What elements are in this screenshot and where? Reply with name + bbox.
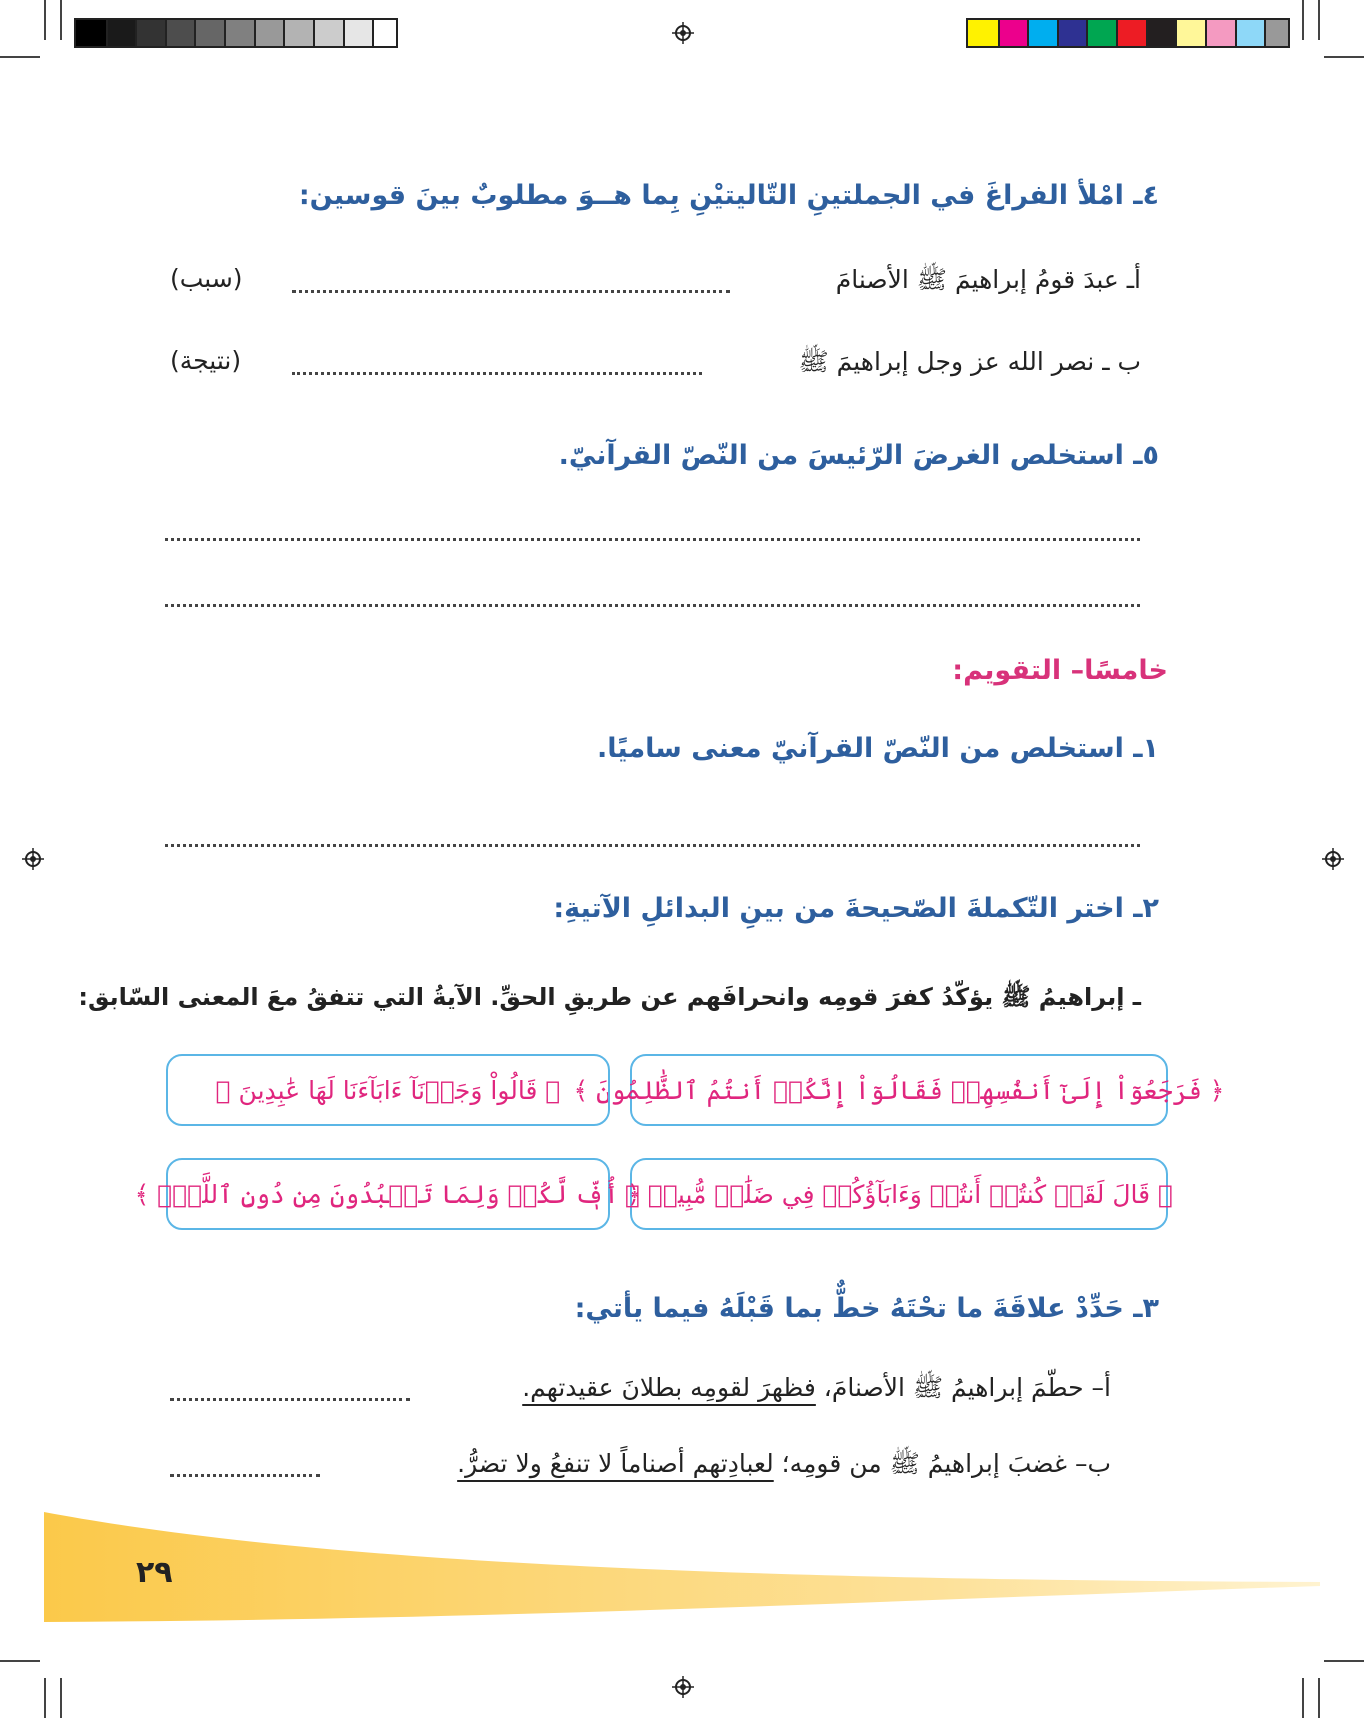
- q3-item-b-answer[interactable]: [170, 1474, 320, 1477]
- q3-item-b: [457, 1448, 1111, 1485]
- color-bar: [966, 18, 1290, 48]
- registration-mark-icon: [672, 22, 694, 44]
- section5-question-1: ١ـ استخلص من النّصّ القرآنيّ معنى ساميًا.: [597, 733, 1159, 764]
- grayscale-bar: [74, 18, 398, 48]
- q3-item-b-underlined: لعبادِتهم أصناماً لا تنفعُ ولا تضرُّ.: [457, 1449, 774, 1478]
- q5-answer-line-2[interactable]: [165, 604, 1140, 607]
- q4-item-a-hint: (سبب): [170, 264, 243, 293]
- registration-mark-icon: [22, 848, 44, 870]
- q4-item-b-blank[interactable]: [292, 372, 702, 375]
- q4-item-b-hint: (نتيجة): [170, 346, 242, 375]
- section5-q2-statement: ـ إبراهيمُ ﷺ يؤكّدُ كفرَ قومِه وانحرافَهم عن طريقِ الحقِّ. الآيةُ التي تتفقُ معَ المعنى السّابق:: [78, 983, 1141, 1011]
- q3-item-a-prefix: أ– حطّمَ إبراهيمُ ﷺ الأصنامَ،: [815, 1373, 1111, 1402]
- section5-question-2: ٢ـ اختر التّكملةَ الصّحيحةَ من بينِ البدائلِ الآتيةِ:: [553, 893, 1159, 924]
- section5-q1-answer-line[interactable]: [165, 844, 1140, 847]
- section5-question-3: ٣ـ حَدِّدْ علاقَةَ ما تحْتَهُ خطٌّ بما قَبْلَهُ فيما يأتي:: [574, 1293, 1159, 1324]
- q3-item-b-prefix: ب– غضبَ إبراهيمُ ﷺ من قومِه؛: [773, 1449, 1111, 1478]
- q5-answer-line-1[interactable]: [165, 538, 1140, 541]
- registration-mark-icon: [672, 1676, 694, 1698]
- footer-swoosh: [0, 1500, 1364, 1650]
- q3-item-a-underlined: فظهرَ لقومِه بطلانَ عقيدتهم.: [522, 1373, 816, 1402]
- q4-item-a-text: أـ عبدَ قومُ إبراهيمَ ﷺ الأصنامَ: [835, 265, 1141, 294]
- question-4-title: ٤ـ امْلأ الفراغَ في الجملتينِ التّاليتيْنِ بِما هــوَ مطلوبٌ بينَ قوسين:: [298, 180, 1159, 211]
- option-2[interactable]: [166, 1054, 610, 1126]
- question-5-title: ٥ـ استخلص الغرضَ الرّئيسَ من النّصّ القرآنيّ.: [558, 440, 1159, 471]
- option-3[interactable]: [624, 1158, 1174, 1230]
- option-3-verse: ﴿ قَالَ لَقَدۡ كُنتُمۡ أَنتُمۡ وَءَابَآؤُكُمۡ فِي ضَلَٰلٖ مُّبِينٖ ﴾: [624, 1179, 1174, 1209]
- q4-item-b-text: ب ـ نصر الله عز وجل إبراهيمَ ﷺ: [798, 347, 1141, 376]
- option-4-verse: ﴿ أُفّٖ لَّكُمۡ وَلِمَا تَعۡبُدُونَ مِن دُونِ ٱللَّهِۚ ﴾: [134, 1179, 642, 1209]
- q3-item-a-answer[interactable]: [170, 1398, 410, 1401]
- section-5-title: خامسًا– التقويم:: [952, 655, 1168, 686]
- q4-item-a-blank[interactable]: [292, 290, 730, 293]
- option-2-verse: ﴿ قَالُواْ وَجَدۡنَآ ءَابَآءَنَا لَهَا عَٰبِدِينَ ﴾: [215, 1075, 561, 1105]
- page-number: ٢٩: [136, 1555, 173, 1590]
- registration-mark-icon: [1322, 848, 1344, 870]
- option-1-verse: ﴿ فَرَجَعُوٓاْ إِلَىٰٓ أَنفُسِهِمۡ فَقَالُوٓاْ إِنَّكُمۡ أَنتُمُ ٱلظَّٰلِمُونَ ﴾: [573, 1075, 1225, 1105]
- option-4[interactable]: [134, 1158, 642, 1230]
- option-1[interactable]: [573, 1054, 1225, 1126]
- q3-item-a: [522, 1372, 1111, 1409]
